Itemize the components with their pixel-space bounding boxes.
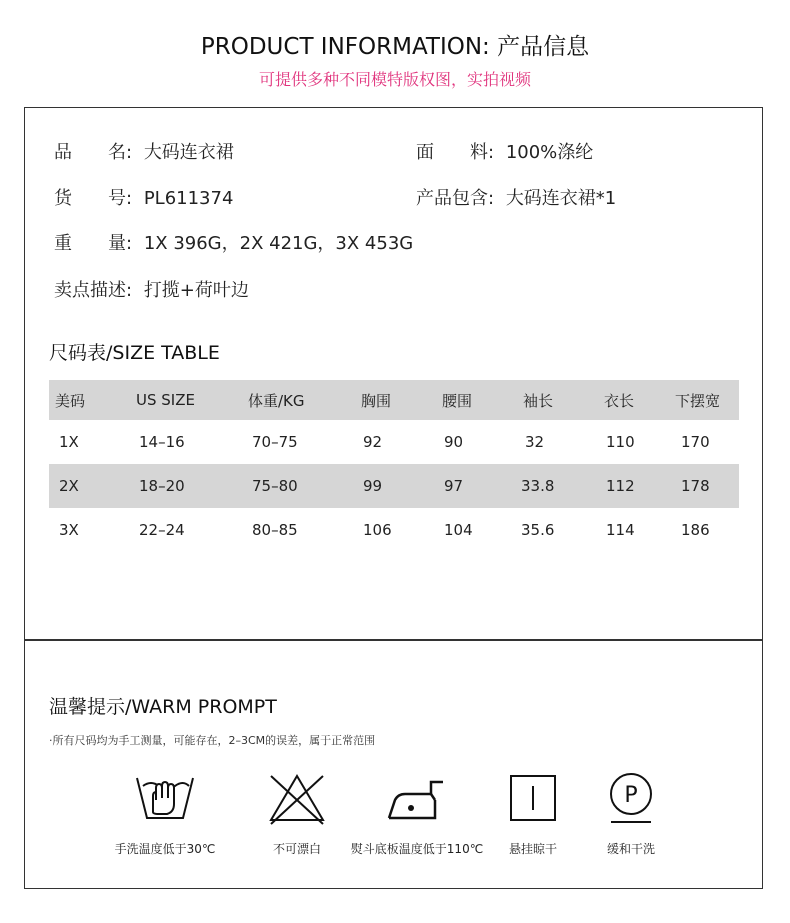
size-table-heading: 尺码表/SIZE TABLE — [49, 342, 220, 364]
table-cell: 90 — [444, 433, 464, 451]
info-selling-label: 卖点描述: — [54, 280, 133, 301]
table-cell: 2X — [59, 477, 79, 495]
line-dry-icon — [501, 770, 565, 826]
info-weight-label: 重 量: — [54, 233, 133, 254]
col-header: 袖长 — [523, 391, 554, 410]
dry-clean-icon — [599, 770, 663, 826]
table-cell: 3X — [59, 521, 79, 539]
info-selling-value: 打揽+荷叶边 — [143, 280, 249, 301]
care-label: 手洗温度低于30℃ — [114, 842, 216, 856]
care-item-no-bleach — [249, 770, 345, 857]
table-cell: 14–16 — [139, 433, 185, 451]
table-cell: 170 — [681, 433, 710, 451]
info-fabric-label: 面 料: — [416, 142, 495, 163]
info-contents-row — [416, 184, 616, 210]
product-info-panel — [24, 107, 763, 641]
warm-prompt-heading: 温馨提示/WARM PROMPT — [49, 696, 277, 718]
info-fabric-value: 100%涤纶 — [505, 142, 594, 163]
info-weight-row — [54, 229, 413, 255]
table-cell: 186 — [681, 521, 710, 539]
table-cell: 112 — [606, 477, 635, 495]
info-name-label: 品 名: — [54, 142, 133, 163]
table-cell: 110 — [606, 433, 635, 451]
table-cell: 80–85 — [252, 521, 298, 539]
care-label: 不可漂白 — [272, 842, 321, 856]
info-contents-label: 产品包含: — [416, 188, 495, 209]
info-fabric-row — [416, 138, 593, 164]
care-label: 熨斗底板温度低于110℃ — [350, 842, 484, 856]
table-cell: 106 — [363, 521, 392, 539]
col-header: 下摆宽 — [675, 391, 721, 410]
care-item-iron — [347, 770, 487, 857]
col-header: 腰围 — [442, 391, 473, 410]
iron-icon — [385, 770, 449, 826]
care-item-line-dry — [493, 770, 573, 857]
table-cell: 33.8 — [521, 477, 555, 495]
info-name-row — [54, 138, 234, 164]
col-header: 胸围 — [361, 391, 392, 410]
info-sku-value: PL611374 — [143, 188, 234, 209]
warm-prompt-panel — [24, 639, 763, 889]
info-sku-label: 货 号: — [54, 188, 133, 209]
info-weight-value: 1X 396G，2X 421G，3X 453G — [143, 233, 414, 254]
info-name-value: 大码连衣裙 — [143, 142, 234, 163]
table-cell: 70–75 — [252, 433, 298, 451]
table-cell: 104 — [444, 521, 473, 539]
table-cell: 92 — [363, 433, 383, 451]
table-cell: 114 — [606, 521, 635, 539]
table-cell: 99 — [363, 477, 383, 495]
size-table-header — [49, 380, 739, 420]
size-table — [49, 380, 739, 552]
hand-wash-icon — [133, 770, 197, 826]
table-cell: 1X — [59, 433, 79, 451]
care-label: 缓和干洗 — [606, 842, 655, 856]
table-row — [49, 464, 739, 508]
table-cell: 97 — [444, 477, 464, 495]
measurement-note: ·所有尺码均为手工测量，可能存在，2–3CM的误差，属于正常范围 — [49, 734, 376, 747]
table-row — [49, 508, 739, 552]
care-item-hand-wash — [105, 770, 225, 857]
care-item-dry-clean — [591, 770, 671, 857]
table-row — [49, 420, 739, 464]
svg-text:P: P — [624, 783, 638, 808]
table-cell: 75–80 — [252, 477, 298, 495]
table-cell: 35.6 — [521, 521, 555, 539]
col-header: 美码 — [55, 391, 86, 410]
col-header: 衣长 — [604, 391, 635, 410]
page-subtitle: 可提供多种不同模特版权图，实拍视频 — [258, 70, 531, 89]
table-cell: 32 — [525, 433, 545, 451]
info-contents-value: 大码连衣裙*1 — [505, 188, 617, 209]
table-cell: 22–24 — [139, 521, 185, 539]
table-cell: 18–20 — [139, 477, 185, 495]
page-title: PRODUCT INFORMATION: 产品信息 — [200, 34, 590, 60]
col-header: 体重/KG — [248, 391, 305, 410]
care-label: 悬挂晾干 — [508, 842, 557, 856]
info-sku-row — [54, 184, 233, 210]
col-header: US SIZE — [136, 391, 195, 409]
do-not-bleach-icon — [265, 770, 329, 826]
table-cell: 178 — [681, 477, 710, 495]
info-selling-row — [54, 276, 249, 302]
